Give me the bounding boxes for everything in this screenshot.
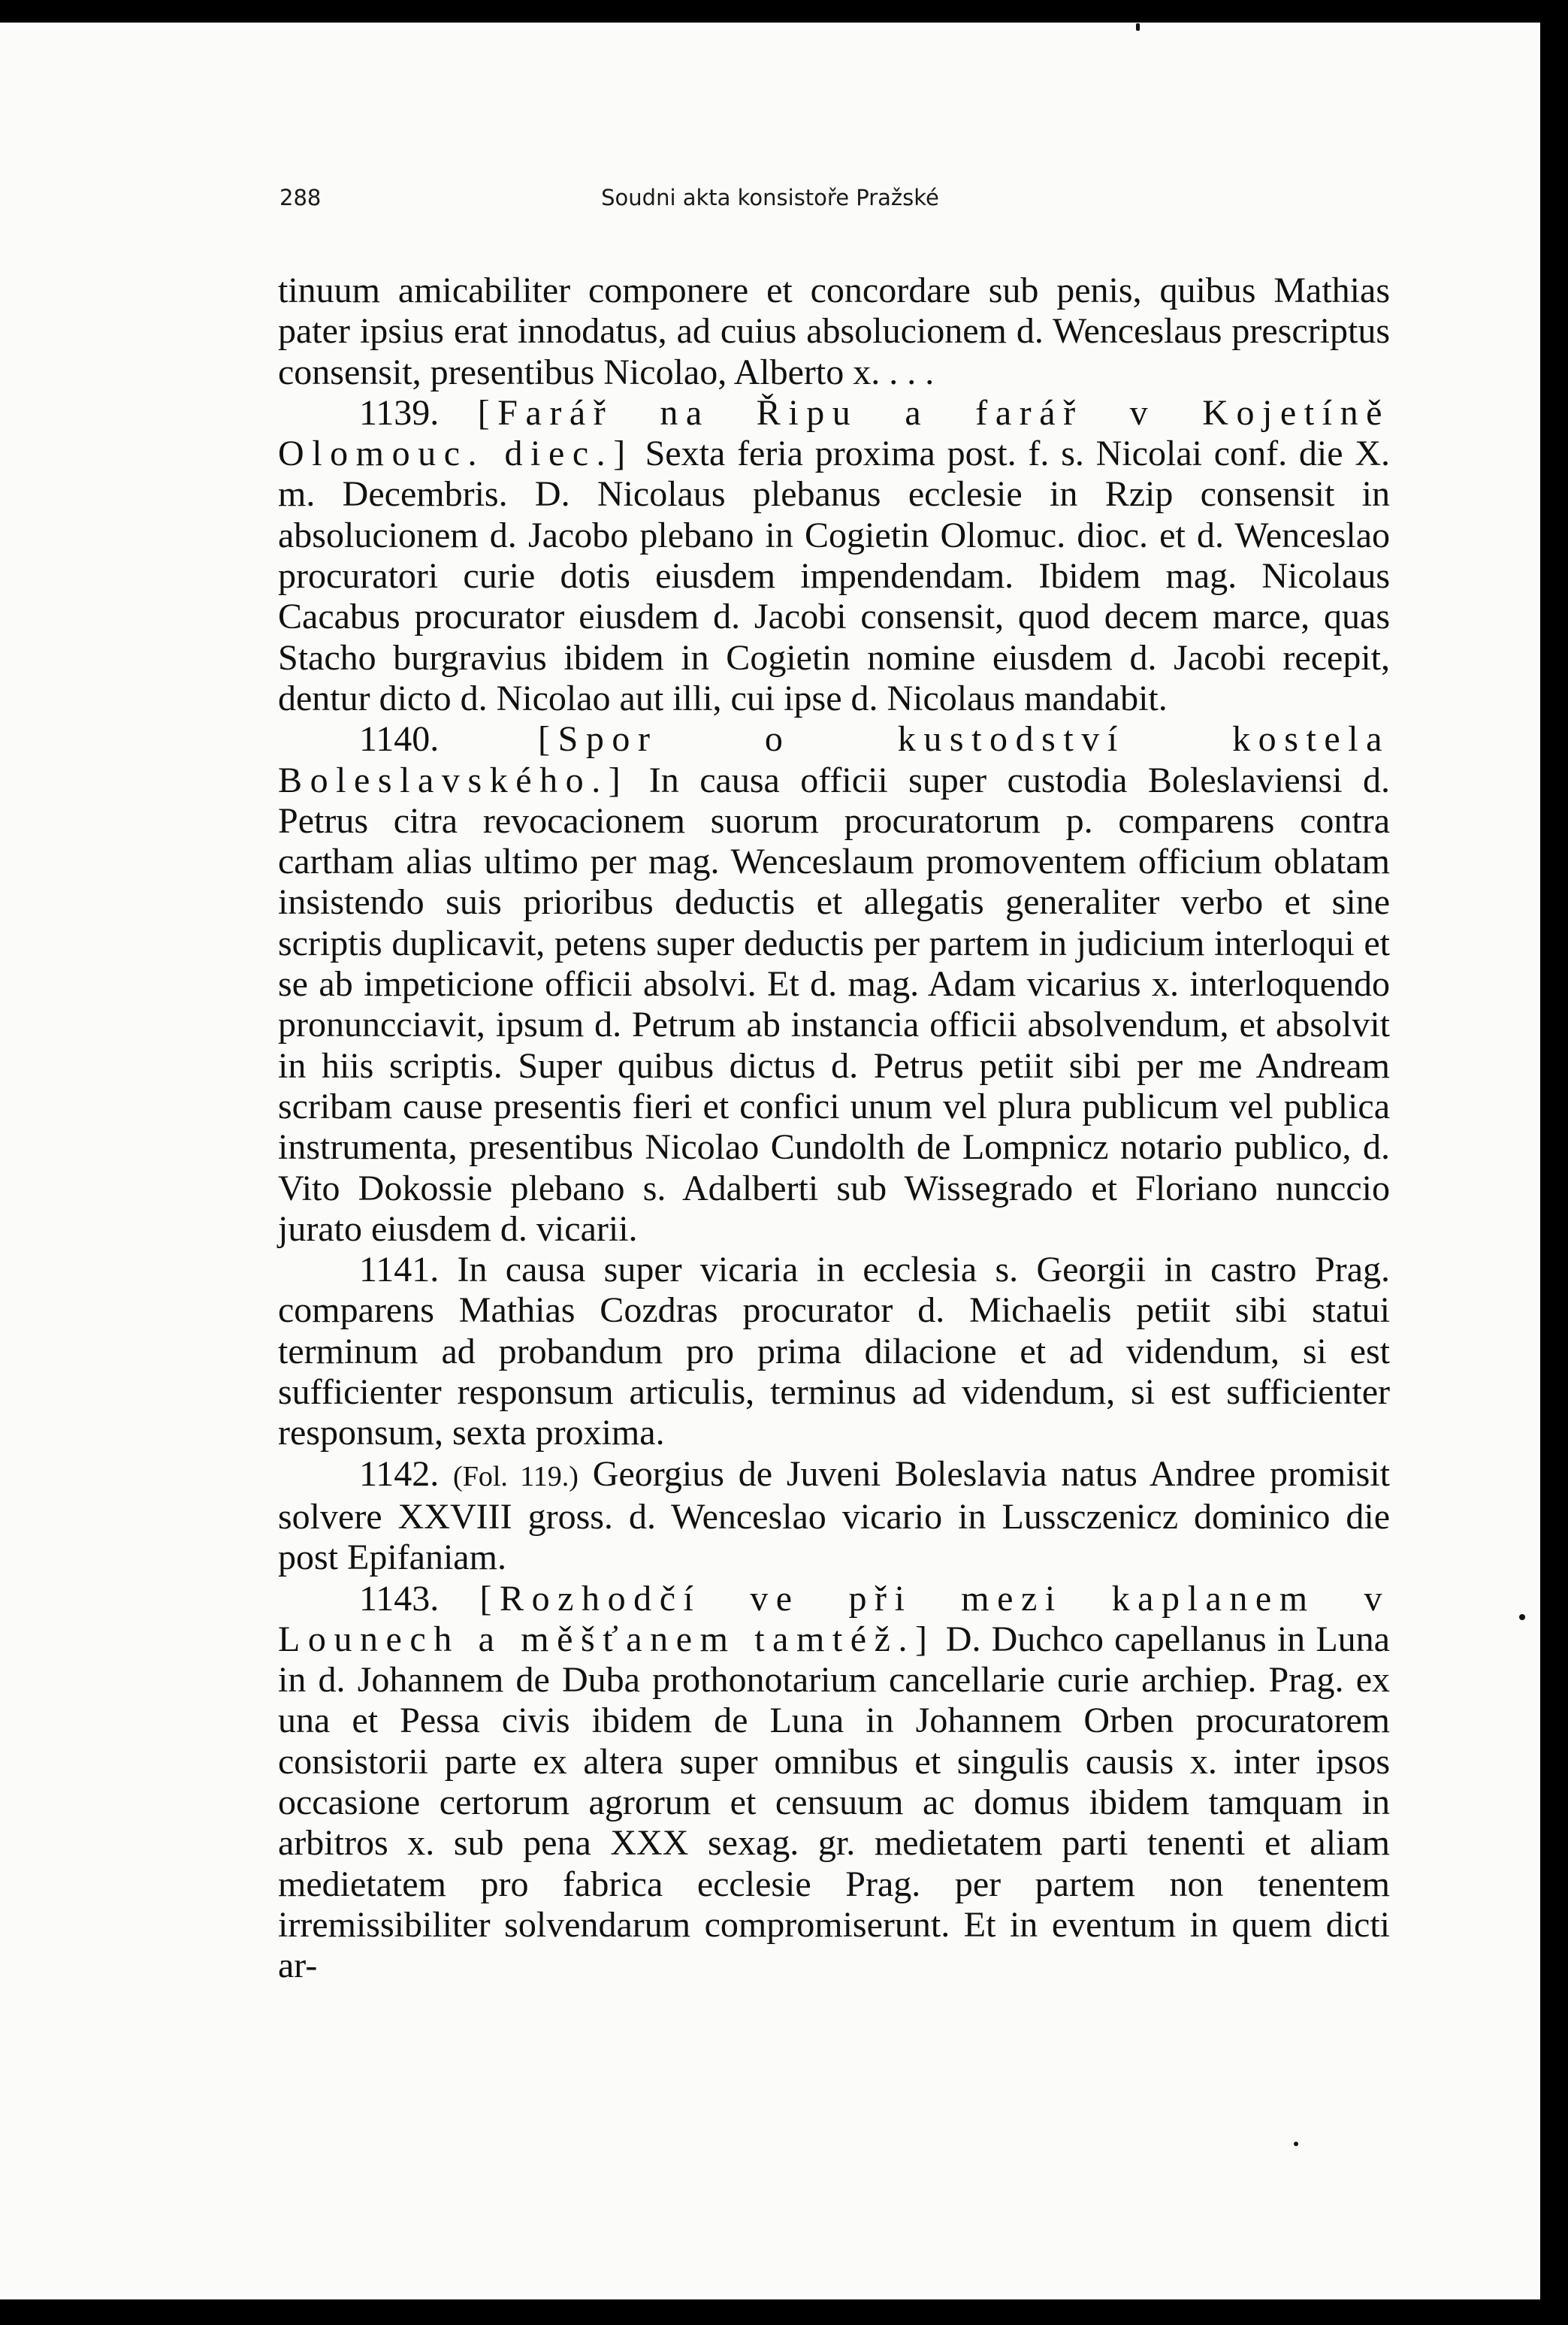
page-number: 288: [279, 185, 322, 210]
entry-1143: [278, 1579, 1390, 1987]
book-page: [0, 23, 1540, 2299]
scan-speck: [1294, 2142, 1298, 2146]
entry-heading: [Spor o kustodství kostela Boleslavského.]: [278, 719, 1390, 800]
entry-text: In causa officii super custodia Boleslaviensi d. Petrus citra revocacionem suorum procuratorum p. comparens contra cartham alias ultimo per mag. Wenceslaum promoventem officium oblatam insistendo suis prioribus deductis et allegatis generaliter verbo et sine scriptis duplicavit, petens super deductis per partem in judicium interloqui et se ab impeticione officii absolvi. Et d. mag. Adam vicarius x. interloquendo pronuncciavit, ipsum d. Petrum ab instancia officii absolvendum, et absolvit in hiis scriptis. Super quibus dictus d. Petrus petiit sibi per me Andream scribam cause presentis fieri et confici unum vel plura publicum vel publica instrumenta, presentibus Nicolao Cundolth de Lompnicz notario publico, d. Vito Dokossie plebano s. Adalberti sub Wissegrado et Floriano nunccio jurato eiusdem d. vicarii.: [278, 760, 1390, 1249]
running-title: Soudni akta konsistoře Pražské: [601, 185, 939, 210]
entry-number: 1143.: [359, 1578, 440, 1619]
entry-1142: [278, 1454, 1390, 1579]
entry-heading: [Rozhodčí ve při mezi kaplanem v Lounech a měšťanem tamtéž.]: [278, 1578, 1391, 1659]
entry-number: 1141.: [359, 1250, 440, 1290]
entry-heading: [Farář na Řipu a farář v Kojetíně Olomouc. diec.]: [278, 392, 1391, 474]
entry-number: 1142.: [359, 1453, 440, 1494]
body-text: [278, 271, 1390, 1986]
entry-1140: [278, 719, 1390, 1250]
entry-number: 1139.: [359, 392, 440, 433]
folio-reference: (Fol. 119.): [453, 1460, 579, 1492]
entry-text: Georgius de Juveni Boleslavia natus Andree promisit solvere XXVIII gross. d. Wenceslao vicario in Lussczenicz dominico die post Epifaniam.: [278, 1453, 1391, 1578]
scan-speck: [1136, 23, 1140, 31]
entry-1139: [278, 393, 1390, 719]
entry-text: D. Duchco capellanus in Luna in d. Johannem de Duba prothonotarium cancellarie curie archiep. Prag. ex una et Pessa civis ibidem de Luna in Johannem Orben procuratorem consistorii parte ex altera super omnibus et singulis causis x. inter ipsos occasione certorum agrorum et censuum ac domus ibidem tamquam in arbitros x. sub pena XXX sexag. gr. medietatem parti tenenti et aliam medietatem pro fabrica ecclesie Prag. per partem non tenentem irremissibiliter solvendarum compromiserunt. Et in eventum in quem dicti ar-: [278, 1619, 1390, 1986]
entry-text: In causa super vicaria in ecclesia s. Georgii in castro Prag. comparens Mathias Cozdras procurator d. Michaelis petiit sibi statui terminum ad probandum pro prima dilacione et ad videndum, si est sufficienter responsum articulis, terminus ad videndum, si est sufficienter responsum, sexta proxima.: [278, 1250, 1390, 1453]
entry-1141: [278, 1250, 1390, 1453]
paragraph-continuation: tinuum amicabiliter componere et concordare sub penis, quibus Mathias pater ipsius erat innodatus, ad cuius absolucionem d. Wenceslaus prescriptus consensit, presentibus Nicolao, Alberto x. . . .: [278, 271, 1390, 392]
entry-text: Sexta feria proxima post. f. s. Nicolai conf. die X. m. Decembris. D. Nicolaus plebanus ecclesie in Rzip consensit in absolucionem d. Jacobo plebano in Cogietin Olomuc. dioc. et d. Wenceslao procuratori curie dotis eiusdem impendendam. Ibidem mag. Nicolaus Cacabus procurator eiusdem d. Jacobi consensit, quod decem marce, quas Stacho burgravius ibidem in Cogietin nomine eiusdem d. Jacobi recepit, dentur dicto d. Nicolao aut illi, cui ipse d. Nicolaus mandabit.: [278, 434, 1390, 718]
scan-speck: [1519, 1614, 1525, 1620]
entry-number: 1140.: [359, 719, 440, 760]
